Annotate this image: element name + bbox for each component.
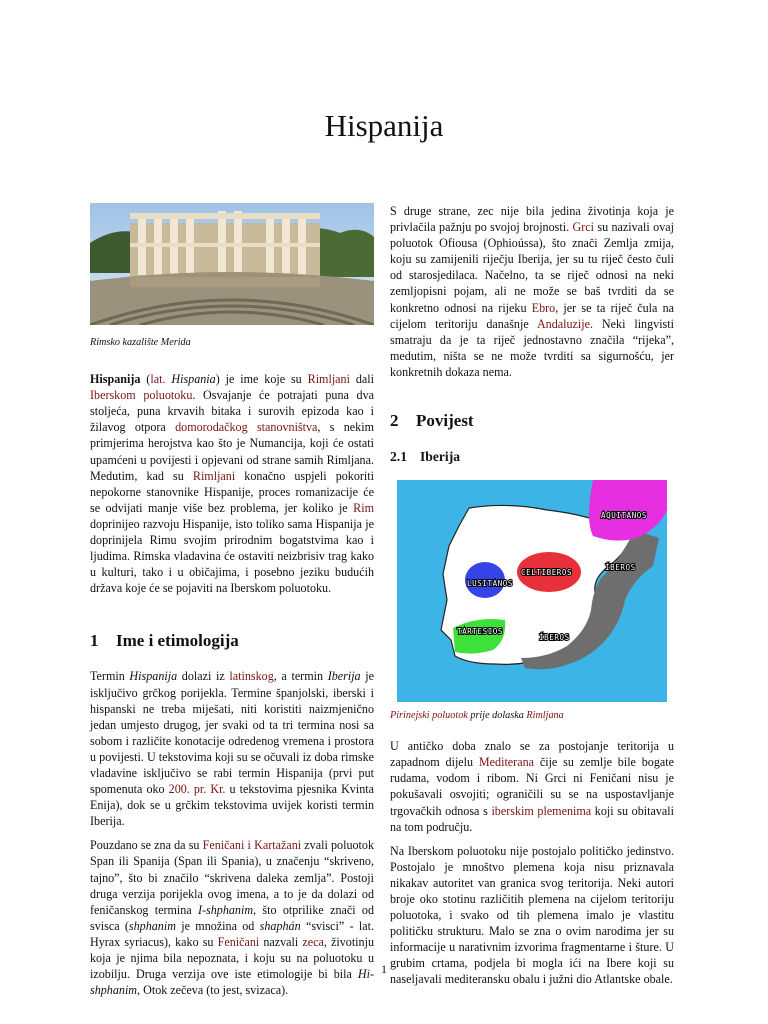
map-label-lusitanos: LUSITANOS xyxy=(467,579,514,589)
link-rim[interactable]: Rim xyxy=(353,500,374,515)
link-ebro[interactable]: Ebro xyxy=(531,300,556,315)
map-label-iberos-east: ÍBEROS xyxy=(605,563,636,573)
link-fenicani-2[interactable]: Feničani xyxy=(217,934,260,949)
map-label-aquitanos: AQUITANOS xyxy=(601,511,648,521)
subsection-heading-2-1: 2.1 Iberija xyxy=(390,449,461,465)
link-kartazani[interactable]: Kartažani xyxy=(254,838,302,853)
iberskom-paragraph: Na Iberskom poluotoku nije postojalo političko jedinstvo. Postojalo je mnoštvo plemena koja nisu priznavala nikakav autoritet van granica svog teritorija. Neki autori broje oko stotinu različitih plemena na cijelom teritoriju poluotoka, i svako od tih plemena imalo je vlastitu političku strukturu. Malo se zna o ovim narodima jer su informacije u narativnim izvorima fragmentarne i šture. U grubim crtama, podjela bi mogla ići na Ibere koji su naseljavali mediteransku obalu i južni dio Atlantske obale. xyxy=(390,843,674,987)
left-column xyxy=(90,203,374,1006)
figure-caption: Rimsko kazalište Merida xyxy=(90,337,191,348)
link-lat[interactable]: lat. xyxy=(150,372,166,387)
link-andaluzija[interactable]: Andaluzije xyxy=(536,316,590,331)
link-rimljani-2[interactable]: Rimljani xyxy=(192,468,236,483)
intro-paragraph: Hispanija (lat. Hispania) je ime koje su Rimljani dali Iberskom poluotoku. Osvajanje će potrajati puna dva stoljeća, puna krvavih bitaka i surovih epizoda kao i žilavog otpora domorodačkog stanovništva, s nekim primjerima herojstva kao što je Numancija, koji će ostati upamćeni u povijesti i opjevani od strane samih Rimljana. Medutim, kad su Rimljani konačno uspjeli pokoriti nepokorne stanovnike Hispanije, proces romanizacije će se odvijati manje više bez problema, jer koliko je Rim doprinijeo razvoju Hispanije, isto toliko sama Hispanija je doprinijela Rimu svojim prirodnim bogatstvima kao i ljudima. Rimska vladavina će ostaviti neizbrisiv trag kako u kulturi, tako i u običajima, i posebno jeziku budućih država koje će se pojaviti na Iberskom poluotoku. xyxy=(90,372,374,596)
iberia-tribes-map xyxy=(397,480,667,702)
map-label-iberos-south: ÍBEROS xyxy=(539,633,570,643)
page-number: 1 xyxy=(381,962,387,976)
link-200-pr-kr[interactable]: 200. pr. Kr. xyxy=(168,782,226,797)
map-caption: Pirinejski poluotok prije dolaska Rimljana xyxy=(390,710,564,722)
link-pirinejski-poluotok[interactable]: Pirinejski poluotok xyxy=(390,710,468,722)
sdruge-paragraph: S druge strane, zec nije bila jedina životinja koja je privlačila pažnju po svojoj brojnosti. Grci su nazivali ovaj poluotok Ofiousa (Ophioússa), što znači Zemlja zmija, koju su zamijenili riječju Iberija, jer su tu riječ često čuli od starosjedilaca. Načelno, ta se riječ odnosi na neki zemljopisni pojam, ali ne može se baš tvrditi da se konkretno odnosi na rijeku Ebro, jer se ta riječ čula na cijelom teritoriju današnje Andaluzije. Neki lingvisti smatraju da je ta riječ jednostavno značila “rijeka”, medutim, ništa se ne može tvrditi sa sigurnošću, jer konkretnih dokaza nema. xyxy=(390,204,675,379)
map-label-celtiberos: CELTIBEROS xyxy=(521,568,573,578)
theatre-photo xyxy=(90,203,374,325)
link-grci[interactable]: Grci xyxy=(572,220,594,235)
map-label-tartesios: TARTESIOS xyxy=(457,627,504,637)
link-iberska-plemena[interactable]: iberskim plemenima xyxy=(491,803,592,818)
section-heading-1: 1 Ime i etimologija xyxy=(90,631,239,651)
page-title: Hispanija xyxy=(324,108,444,143)
link-zec[interactable]: zeca xyxy=(302,934,324,949)
termin-paragraph: Termin Hispanija dolazi iz latinskog, a termin Iberija je isključivo grčkog porijekla. Termine španjolski, iberski i hispanski ne treba miješati, niti koristiti naizmjenično jedan umjesto drugog, jer svaki od ta tri termina nosi sa sobom i različite konotacije odredenog vremena i prostora u povijesti. U tekstovima koji su se očuvali iz doba rimske vladavine isključivo se rabi termin Hispanija (prvi put spomenuta oko 200. pr. Kr. u tekstovima pjesnika Kvinta Enija), dok se u grčkim tekstovima uvijek koristi termin Iberija. xyxy=(90,669,374,829)
link-rimljani[interactable]: Rimljani xyxy=(307,372,350,387)
link-iberski-poluotok[interactable]: Iberskom poluotoku xyxy=(90,388,193,403)
pouzdano-paragraph: Pouzdano se zna da su Feničani i Kartažani zvali poluotok Span ili Spanija (Span ili Spania), u značenju “skriveno, tajno”, što bi značilo “skrivena daleka zemlja”. Postoji druga verzija porijekla ovog imena, a to je da dolazi od feničanskog termina I-shphanim, što otprilike znači od svisca (shphanim je množina od shaphán “svisci” - lat. Hyrax syriacus), kako su Feničani nazvali zeca, životinju koja je njima bila nepoznata, i koju su na poluotoku u izobilju. Druga verzija ove iste etimologije bi bila Hi-shphanim, Otok zečeva (to jest, svizaca). xyxy=(90,838,375,998)
right-column xyxy=(390,203,674,996)
section-heading-2: 2 Povijest xyxy=(390,411,474,431)
link-mediteran[interactable]: Mediterana xyxy=(478,755,534,770)
link-domorodacko-stanovnistvo[interactable]: domorodačkog stanovništva xyxy=(175,420,318,435)
link-fenicani[interactable]: Feničani xyxy=(202,838,245,853)
link-latinski[interactable]: latinskog xyxy=(229,669,274,684)
link-i[interactable]: i xyxy=(247,838,251,853)
anticko-paragraph: U antičko doba znalo se za postojanje teritorija u zapadnom dijelu Mediterana čije su zemlje bile bogate rudama, vodom i ribom. Ni Grci ni Feničani nisu je pokušavali osvojiti; ograničili su se na uspostavljanje trgovačkih odnosa s iberskim plemenima koji su obitavali na tom području. xyxy=(390,739,674,834)
link-rimljana[interactable]: Rimljana xyxy=(526,710,564,722)
